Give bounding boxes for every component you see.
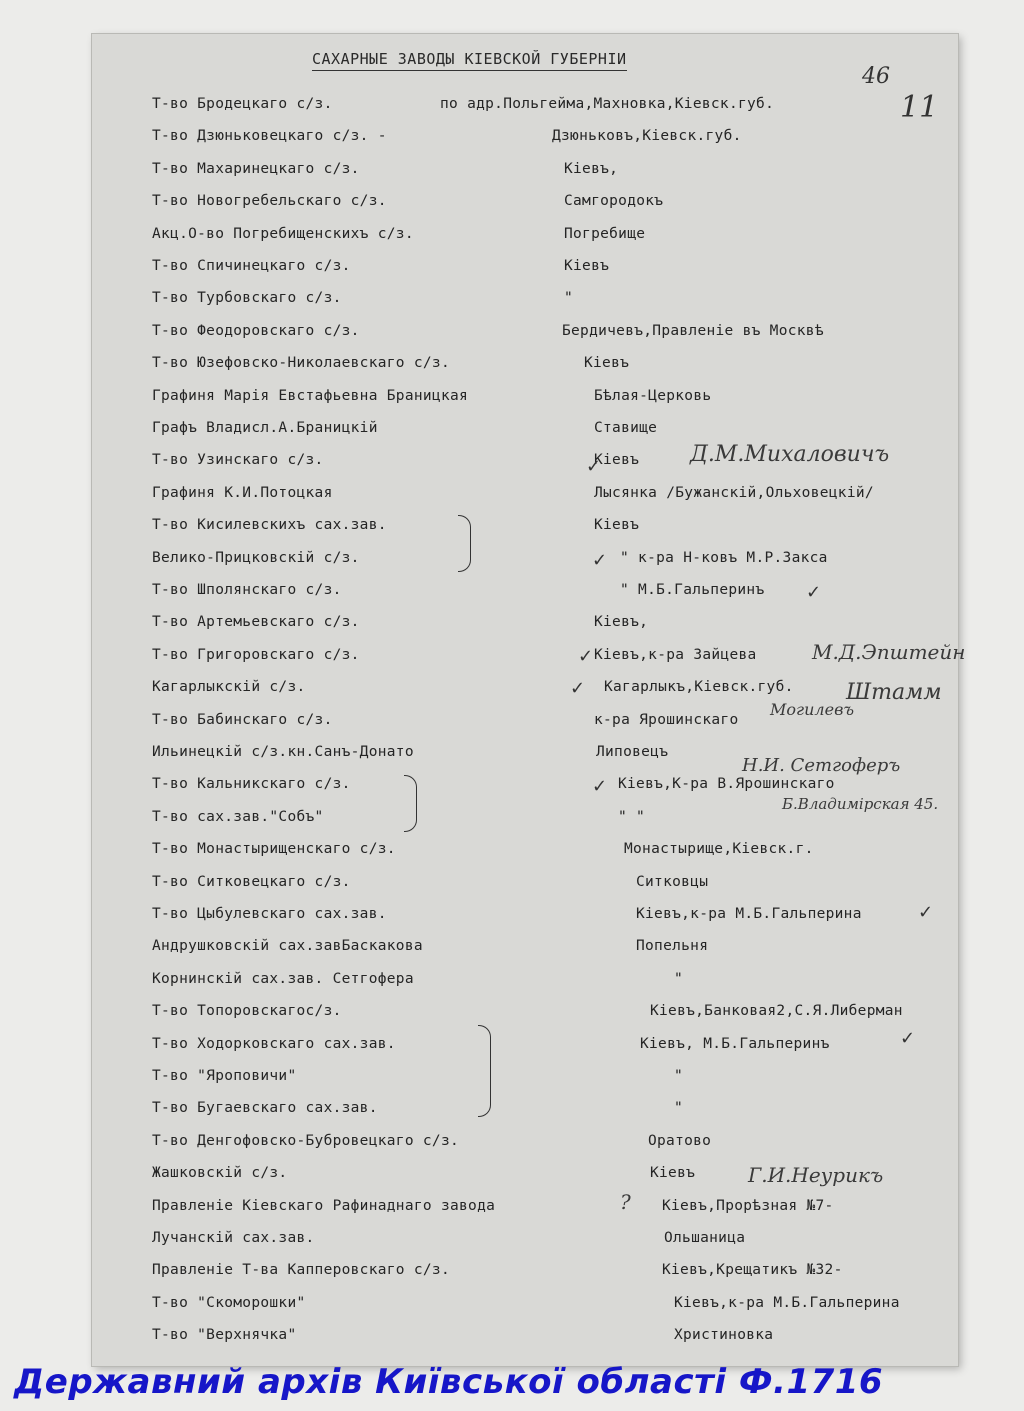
check-mark-icon: ✓ bbox=[592, 776, 608, 797]
factory-name: Т-во Узинскаго с/з. bbox=[152, 452, 324, 468]
factory-name: Андрушковскій сах.завБаскакова bbox=[152, 938, 423, 954]
factory-name: Графъ Владисл.А.Браницкій bbox=[152, 420, 378, 436]
factory-address: Кіевъ, М.Б.Гальперинъ bbox=[640, 1036, 830, 1052]
factory-address: по адр.Польгейма,Махновка,Кіевск.губ. bbox=[440, 96, 775, 112]
list-item bbox=[152, 226, 952, 250]
factory-name: Лучанскій сах.зав. bbox=[152, 1230, 315, 1246]
check-mark-icon: ✓ bbox=[900, 1028, 916, 1049]
list-item bbox=[152, 874, 952, 898]
factory-name: Т-во Юзефовско-Николаевскаго с/з. bbox=[152, 355, 450, 371]
list-item bbox=[152, 582, 952, 606]
factory-address: Кіевъ,к-ра Зайцева bbox=[594, 647, 757, 663]
handwritten-note-babin: Могилевъ bbox=[770, 700, 855, 719]
factory-name: Т-во сах.зав."Собъ" bbox=[152, 809, 324, 825]
factory-address: Кіевъ bbox=[594, 517, 640, 533]
list-item bbox=[152, 323, 952, 347]
handwritten-note-kalnik: Н.И. Сетгоферъ bbox=[742, 755, 901, 776]
factory-address: Ставище bbox=[594, 420, 658, 436]
factory-address: Бердичевъ,Правленіе въ Москвѣ bbox=[562, 323, 824, 339]
factory-address: Кіевъ,к-ра М.Б.Гальперина bbox=[636, 906, 862, 922]
handwritten-note-kalnik-address: Б.Владимірская 45. bbox=[782, 795, 939, 813]
factory-address: Ситковцы bbox=[636, 874, 709, 890]
list-item bbox=[152, 1230, 952, 1254]
factory-name: Т-во Бугаевскаго сах.зав. bbox=[152, 1100, 378, 1116]
factory-name: Графиня К.И.Потоцкая bbox=[152, 485, 333, 501]
factory-name: Т-во Спичинецкаго с/з. bbox=[152, 258, 351, 274]
factory-name: Т-во Цыбулевскаго сах.зав. bbox=[152, 906, 387, 922]
factory-name: Т-во Кальникскаго с/з. bbox=[152, 776, 351, 792]
factory-address: Самгородокъ bbox=[564, 193, 664, 209]
factory-address: Кіевъ bbox=[564, 258, 610, 274]
handwritten-note-kagar: Штамм bbox=[846, 680, 942, 705]
factory-address: " к-ра Н-ковъ М.Р.Закса bbox=[620, 550, 828, 566]
handwritten-question-mark: ? bbox=[620, 1190, 631, 1214]
list-item bbox=[152, 388, 952, 412]
list-item bbox=[152, 420, 952, 444]
list-item bbox=[152, 128, 952, 152]
factory-name: Т-во Артемьевскаго с/з. bbox=[152, 614, 360, 630]
factory-name: Правленіе Т-ва Капперовскаго с/з. bbox=[152, 1262, 450, 1278]
factory-name: Велико-Прицковскій с/з. bbox=[152, 550, 360, 566]
factory-name: Правленіе Кіевскаго Рафинаднаго завода bbox=[152, 1198, 496, 1214]
factory-name: Корнинскій сах.зав. Сетгофера bbox=[152, 971, 414, 987]
factory-name: Т-во Кисилевскихъ сах.зав. bbox=[152, 517, 387, 533]
factory-address: Кіевъ bbox=[584, 355, 630, 371]
factory-name: Т-во Шполянскаго с/з. bbox=[152, 582, 342, 598]
factory-address: Монастырище,Кіевск.г. bbox=[624, 841, 814, 857]
factory-name: Т-во Бродецкаго с/з. bbox=[152, 96, 333, 112]
factory-address: " bbox=[564, 290, 574, 306]
factory-name: Т-во Феодоровскаго с/з. bbox=[152, 323, 360, 339]
list-item bbox=[152, 290, 952, 314]
factory-name: Т-во "Яроповичи" bbox=[152, 1068, 297, 1084]
check-mark-icon: ✓ bbox=[586, 456, 602, 477]
handwritten-note-grigor: М.Д.Эпштейн bbox=[812, 640, 966, 664]
factory-address: " bbox=[674, 971, 684, 987]
group-brace-kalnik bbox=[404, 775, 417, 832]
pencil-page-number: 46 bbox=[862, 64, 890, 89]
factory-address: Кіевъ,К-ра В.Ярошинскаго bbox=[618, 776, 835, 792]
archive-caption: Державний архів Київської області Ф.1716 bbox=[14, 1362, 884, 1402]
factory-address: Липовецъ bbox=[596, 744, 669, 760]
factory-name: Жашковскій с/з. bbox=[152, 1165, 288, 1181]
factory-address: Кіевъ,Прорѣзная №7- bbox=[662, 1198, 834, 1214]
list-item bbox=[152, 1036, 952, 1060]
list-item bbox=[152, 1198, 952, 1222]
document-title: САХАРНЫЕ ЗАВОДЫ КІЕВСКОЙ ГУБЕРНІИ bbox=[312, 50, 627, 71]
factory-name: Кагарлыкскій с/з. bbox=[152, 679, 306, 695]
factory-address: " bbox=[674, 1100, 684, 1116]
list-item bbox=[152, 258, 952, 282]
factory-address: Христиновка bbox=[674, 1327, 774, 1343]
factory-address: Кіевъ, bbox=[564, 161, 619, 177]
factory-name: Т-во Бабинскаго с/з. bbox=[152, 712, 333, 728]
group-brace-khodorkov bbox=[478, 1025, 491, 1117]
factory-name: Т-во Новогребельскаго с/з. bbox=[152, 193, 387, 209]
factory-name: Ильинецкій с/з.кн.Санъ-Донато bbox=[152, 744, 414, 760]
group-brace-kisilev bbox=[458, 515, 471, 572]
list-item bbox=[152, 1262, 952, 1286]
pencil-sheet-number: 11 bbox=[900, 90, 939, 125]
list-item bbox=[152, 1295, 952, 1319]
factory-address: Кіевъ, bbox=[594, 614, 649, 630]
check-mark-icon: ✓ bbox=[806, 582, 822, 603]
factory-address: Кіевъ bbox=[650, 1165, 696, 1181]
factory-address: к-ра Ярошинскаго bbox=[594, 712, 739, 728]
factory-name: Т-во Дзюньковецкаго с/з. - bbox=[152, 128, 387, 144]
factory-address: " М.Б.Гальперинъ bbox=[620, 582, 765, 598]
check-mark-icon: ✓ bbox=[570, 678, 586, 699]
factory-address: Кіевъ bbox=[594, 452, 640, 468]
factory-address: Бѣлая-Церковь bbox=[594, 388, 712, 404]
factory-name: Графиня Марія Евстафьевна Браницкая bbox=[152, 388, 469, 404]
list-item bbox=[152, 1327, 952, 1351]
factory-name: Т-во "Скоморошки" bbox=[152, 1295, 306, 1311]
handwritten-note-uzin: Д.М.Михаловичъ bbox=[690, 442, 890, 467]
list-item bbox=[152, 1133, 952, 1157]
factory-name: Т-во "Верхнячка" bbox=[152, 1327, 297, 1343]
list-item bbox=[152, 355, 952, 379]
factory-address: Кіевъ,Банковая2,С.Я.Либерман bbox=[650, 1003, 903, 1019]
list-item bbox=[152, 1100, 952, 1124]
factory-address: Попельня bbox=[636, 938, 709, 954]
list-item bbox=[152, 906, 952, 930]
list-item bbox=[152, 614, 952, 638]
list-item bbox=[152, 485, 952, 509]
list-item bbox=[152, 1068, 952, 1092]
list-item bbox=[152, 193, 952, 217]
factory-address: Кіевъ,Крещатикъ №32- bbox=[662, 1262, 843, 1278]
list-item bbox=[152, 971, 952, 995]
list-item bbox=[152, 550, 952, 574]
check-mark-icon: ✓ bbox=[918, 902, 934, 923]
list-item bbox=[152, 96, 952, 120]
factory-name: Т-во Турбовскаго с/з. bbox=[152, 290, 342, 306]
factory-name: Т-во Махаринецкаго с/з. bbox=[152, 161, 360, 177]
factory-address: " bbox=[674, 1068, 684, 1084]
factory-name: Т-во Денгофовско-Бубровецкаго с/з. bbox=[152, 1133, 460, 1149]
factory-address: Лысянка /Бужанскій,Ольховецкій/ bbox=[594, 485, 874, 501]
handwritten-note-refinery: Г.И.Неурикъ bbox=[748, 1163, 884, 1187]
factory-name: Акц.О-во Погребищенскихъ с/з. bbox=[152, 226, 414, 242]
factory-name: Т-во Ситковецкаго с/з. bbox=[152, 874, 351, 890]
list-item bbox=[152, 1003, 952, 1027]
list-item bbox=[152, 161, 952, 185]
factory-address: " " bbox=[618, 809, 646, 825]
factory-address: Погребище bbox=[564, 226, 646, 242]
factory-name: Т-во Григоровскаго с/з. bbox=[152, 647, 360, 663]
factory-address: Кагарлыкъ,Кіевск.губ. bbox=[604, 679, 794, 695]
factory-name: Т-во Ходорковскаго сах.зав. bbox=[152, 1036, 396, 1052]
list-item bbox=[152, 938, 952, 962]
list-item bbox=[152, 841, 952, 865]
check-mark-icon: ✓ bbox=[592, 550, 608, 571]
factory-address: Дзюньковъ,Кіевск.губ. bbox=[552, 128, 742, 144]
factory-address: Ольшаница bbox=[664, 1230, 746, 1246]
factory-address: Оратово bbox=[648, 1133, 712, 1149]
factory-name: Т-во Монастырищенскаго с/з. bbox=[152, 841, 396, 857]
check-mark-icon: ✓ bbox=[578, 646, 594, 667]
list-item bbox=[152, 517, 952, 541]
factory-address: Кіевъ,к-ра М.Б.Гальперина bbox=[674, 1295, 900, 1311]
factory-name: Т-во Топоровскагос/з. bbox=[152, 1003, 342, 1019]
